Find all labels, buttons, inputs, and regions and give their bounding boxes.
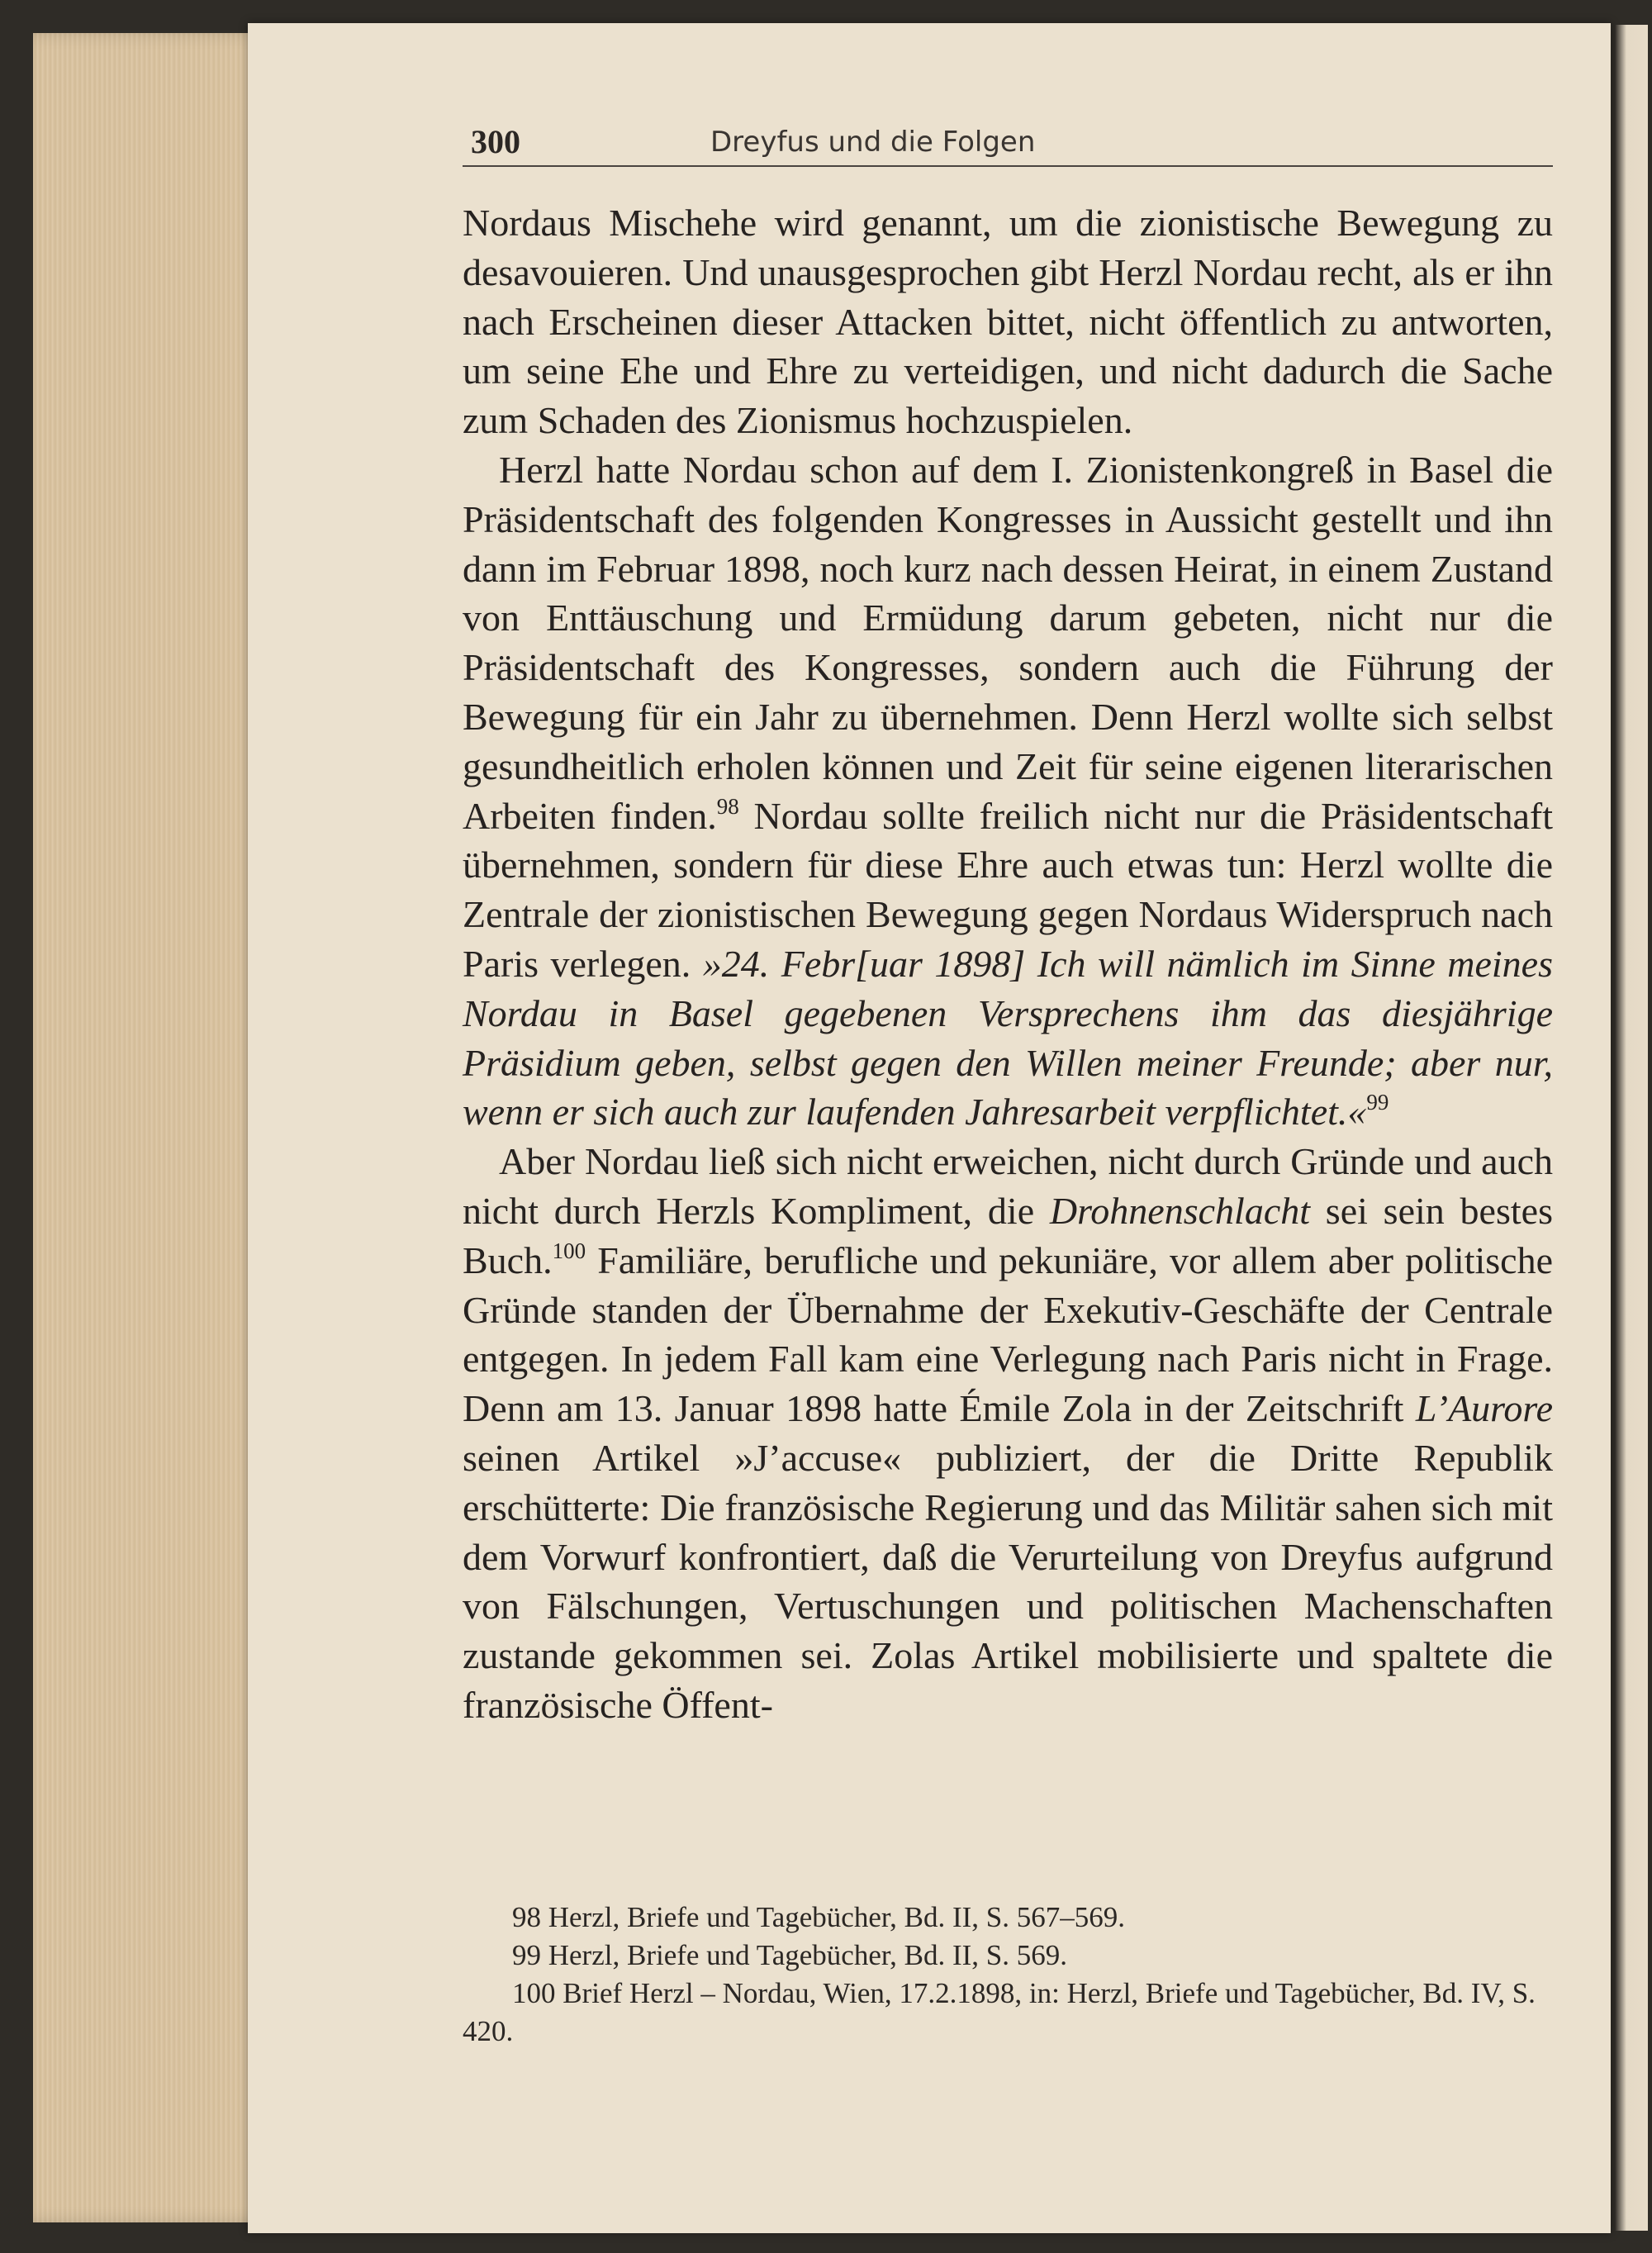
- footnote-ref-99: 99: [1366, 1090, 1389, 1115]
- book-page-edges: [33, 33, 281, 2222]
- paragraph-3-text-b: sei sein bestes Buch.: [463, 1189, 1553, 1281]
- facing-page-edge: [1615, 25, 1648, 2231]
- paragraph-3-text-d: seinen Artikel »J’accuse« publiziert, der die Dritte Republik erschütterte: Die französische Regierung und das Militär sahen sich mit dem Vorwurf konfrontiert, daß die Verurteilung von Dreyfus aufgrund von Fälschungen, Vertuschungen und politischen Machenschaften zustande gekommen sei. Zolas Artikel mobilisierte und spaltete die französische Öffent-: [463, 1436, 1553, 1726]
- paragraph-2-text-a: Herzl hatte Nordau schon auf dem I. Zionistenkongreß in Basel die Präsidentschaft des folgenden Kongresses in Aussicht gestellt und ihn dann im Februar 1898, noch kurz nach dessen Heirat, in einem Zustand von Enttäuschung und Ermüdung darum gebeten, nicht nur die Präsidentschaft des Kongresses, sondern auch die Führung der Bewegung für ein Jahr zu übernehmen. Denn Herzl wollte sich selbst gesundheitlich erholen können und Zeit für seine eigenen literarischen Arbeiten finden.: [463, 448, 1553, 837]
- newspaper-title-aurore: L’Aurore: [1415, 1387, 1553, 1430]
- footnote-99: 99 Herzl, Briefe und Tagebücher, Bd. II, S. 569.: [512, 1939, 1067, 1971]
- quote-tagebuch: »24. Febr[uar 1898] Ich will nämlich im Sinne meines Nordau in Basel gegebenen Versprechens ihm das diesjährige Präsidium geben, selbst gegen den Willen meiner Freunde; aber nur, wenn er sich auch zur laufenden Jahresarbeit verpflichtet.«: [463, 942, 1553, 1134]
- paragraph-3-text-c: Familiäre, berufliche und pekuniäre, vor allem aber politische Gründe standen der Übernahme der Exekutiv-Geschäfte der Centrale entgegen. In jedem Fall kam eine Verlegung nach Paris nicht in Frage. Denn am 13. Januar 1898 hatte Émile Zola in der Zeitschrift: [463, 1238, 1553, 1430]
- paragraph-2-text-b: Nordau sollte freilich nicht nur die Präsidentschaft übernehmen, sondern für diese Ehre auch etwas tun: Herzl wollte die Zentrale der zionistischen Bewegung gegen Nordaus Widerspruch nach Paris verlegen.: [463, 794, 1554, 985]
- footnote-98: 98 Herzl, Briefe und Tagebücher, Bd. II, S. 567–569.: [512, 1901, 1125, 1933]
- footnote-ref-98: 98: [716, 793, 739, 819]
- running-title: Dreyfus und die Folgen: [710, 126, 1036, 159]
- page-header: [463, 122, 1553, 167]
- footnote-ref-100: 100: [552, 1238, 586, 1263]
- footnotes: [463, 1899, 1553, 2051]
- paragraph-3-text-a: Aber Nordau ließ sich nicht erweichen, nicht durch Gründe und auch nicht durch Herzls Kompliment, die: [463, 1140, 1553, 1232]
- main-text: [463, 198, 1553, 1730]
- book-title-drohnenschlacht: Drohnenschlacht: [1049, 1189, 1311, 1232]
- page-number: 300: [471, 123, 520, 160]
- paragraph-1: Nordaus Mischehe wird genannt, um die zionistische Bewegung zu desavouieren. Und unausgesprochen gibt Herzl Nordau recht, als er ihn nach Erscheinen dieser Attacken bittet, nicht öffentlich zu antworten, um seine Ehe und Ehre zu verteidigen, und nicht dadurch die Sache zum Schaden des Zionismus hochzuspielen.: [463, 202, 1553, 442]
- paragraph-3: [463, 1137, 1553, 1730]
- footnote-100: 100 Brief Herzl – Nordau, Wien, 17.2.1898, in: Herzl, Briefe und Tagebücher, Bd. IV, S. 420.: [463, 1977, 1536, 2047]
- paragraph-2: [463, 445, 1553, 1137]
